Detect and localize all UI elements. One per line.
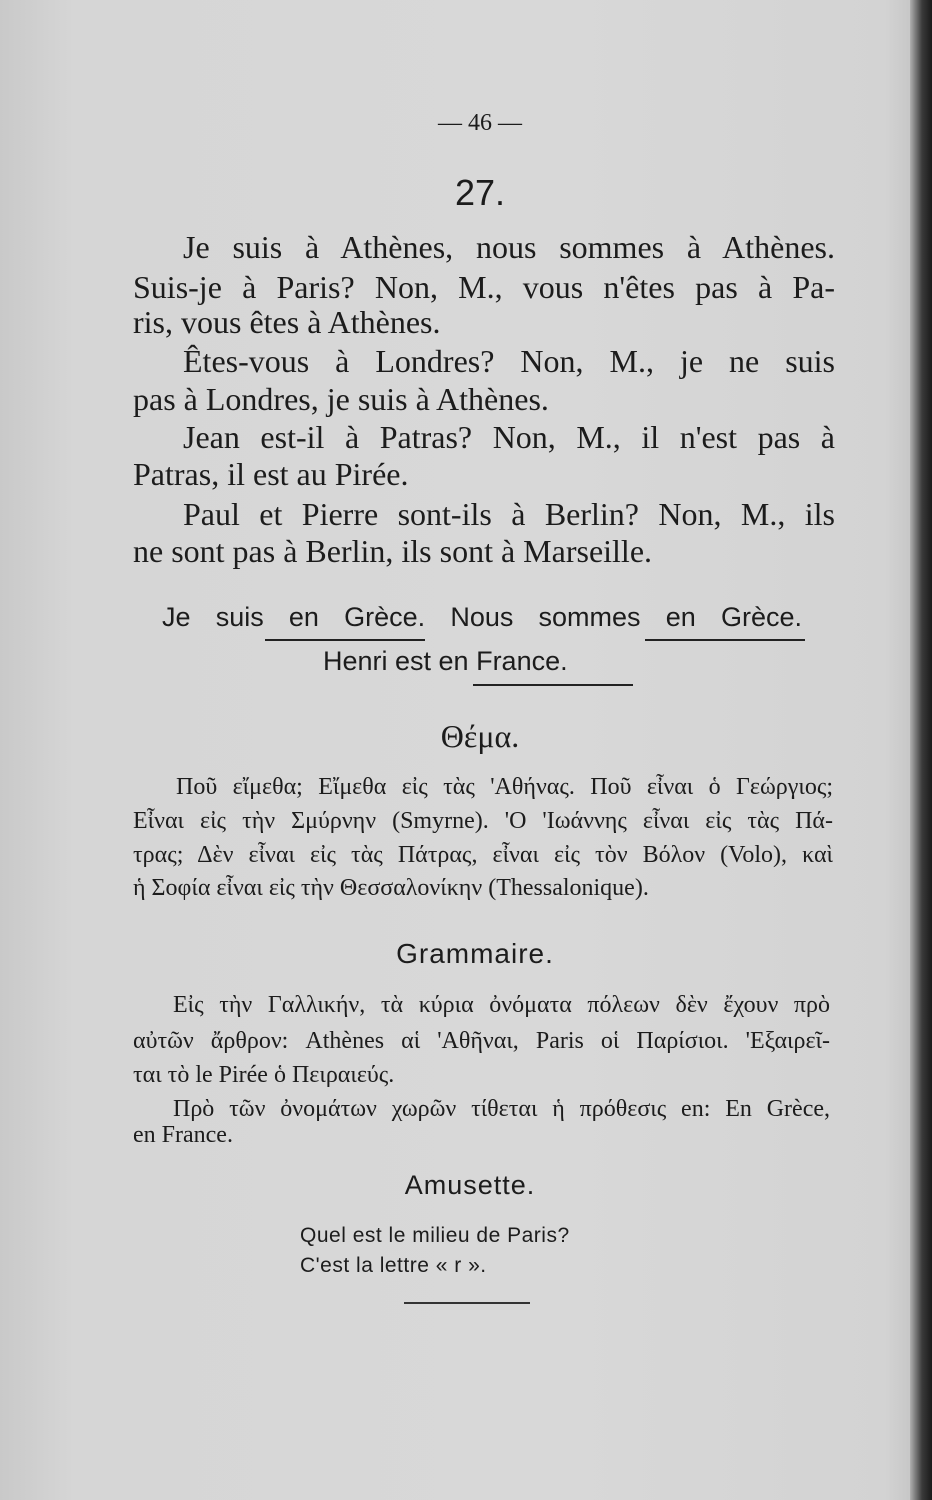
grammar-line: en France. — [133, 1122, 233, 1148]
grammar-line: ται τὸ le Pirée ὁ Πειραιεύς. — [133, 1062, 395, 1088]
page-number: — 46 — — [438, 110, 522, 136]
rule-line-1: Je suis en Grèce. Nous sommes en Grèce. — [162, 602, 802, 632]
text-line: ris, vous êtes à Athènes. — [133, 304, 441, 340]
text-line: Êtes-vous à Londres? Non, M., je ne suis — [183, 343, 835, 379]
amusette-title: Amusette. — [404, 1170, 536, 1200]
text-line: Paul et Pierre sont-ils à Berlin? Non, M., ils — [183, 496, 835, 532]
rule-line-2: Henri est en France. — [323, 646, 568, 676]
grammaire-title: Grammaire. — [396, 938, 554, 969]
greek-line: τρας; Δὲν εἶναι εἰς τὰς Πάτρας, εἶναι εἰς τὸν Βόλον (Volo), καὶ — [133, 842, 833, 868]
grammar-line: Πρὸ τῶν ὀνομάτων χωρῶν τίθεται ἡ πρόθεσις en: En Grèce, — [173, 1096, 830, 1122]
underline-en-france — [473, 684, 633, 686]
end-divider — [404, 1302, 530, 1304]
greek-line: ἡ Σοφία εἶναι εἰς τὴν Θεσσαλονίκην (Thessalonique). — [133, 875, 649, 901]
text-line: ne sont pas à Berlin, ils sont à Marseille. — [133, 533, 653, 569]
thema-title: Θέμα. — [440, 718, 520, 754]
text-line: Je suis à Athènes, nous sommes à Athènes. — [183, 229, 835, 265]
grammar-line: Εἰς τὴν Γαλλικήν, τὰ κύρια ὀνόματα πόλεων δὲν ἔχουν πρὸ — [173, 992, 830, 1018]
grammar-line: αὐτῶν ἄρθρον: Athènes αἱ 'Αθῆναι, Paris οἱ Παρίσιοι. 'Εξαιρεῖ- — [133, 1028, 830, 1054]
riddle-question: Quel est le milieu de Paris? — [300, 1224, 570, 1247]
underline-en-grece-2 — [645, 639, 805, 641]
riddle-answer: C'est la lettre « r ». — [300, 1254, 487, 1277]
text-line: Suis-je à Paris? Non, M., vous n'êtes pas à Pa- — [133, 269, 835, 305]
text-line: pas à Londres, je suis à Athènes. — [133, 381, 549, 417]
greek-line: Ποῦ εἴμεθα; Εἴμεθα εἰς τὰς 'Αθήνας. Ποῦ εἶναι ὁ Γεώργιος; — [176, 774, 833, 800]
greek-line: Εἶναι εἰς τὴν Σμύρνην (Smyrne). 'Ο 'Ιωάννης εἶναι εἰς τὰς Πά- — [133, 808, 833, 834]
text-line: Patras, il est au Pirée. — [133, 456, 409, 492]
underline-en-grece-1 — [265, 639, 425, 641]
text-line: Jean est-il à Patras? Non, M., il n'est pas à — [183, 419, 835, 455]
section-number: 27. — [454, 172, 506, 213]
